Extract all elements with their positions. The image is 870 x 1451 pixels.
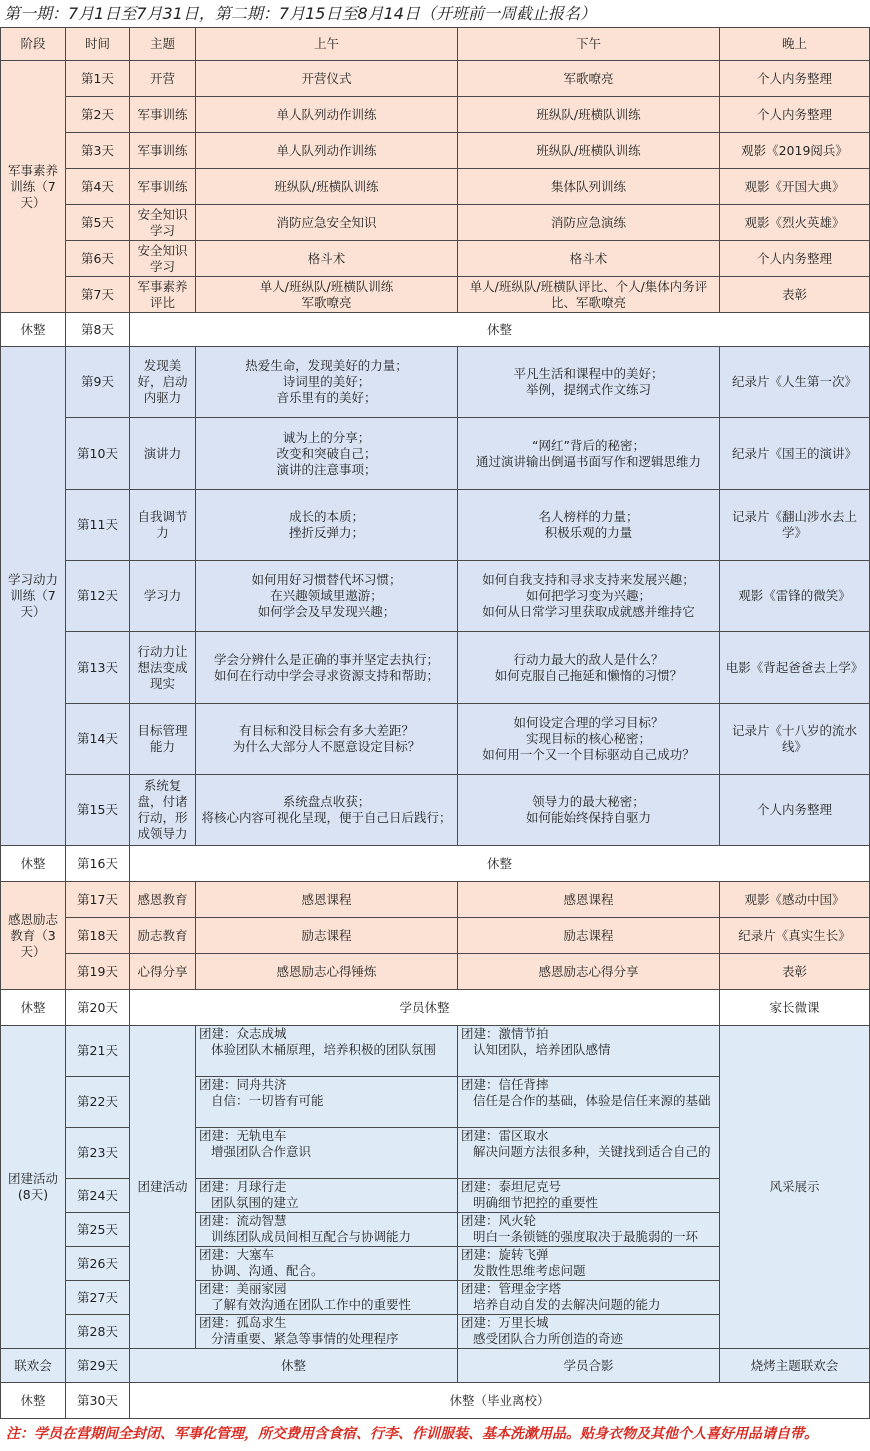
morning-activity-cell xyxy=(196,1281,458,1315)
activity-description: 培养自动自发的去解决问题的能力 xyxy=(473,1297,661,1312)
day-cell: 第22天 xyxy=(66,1077,130,1128)
activity-description: 自信：一切皆有可能 xyxy=(211,1093,324,1108)
theme-cell: 演讲力 xyxy=(130,418,196,490)
activity-title: 团建：同舟共济 xyxy=(199,1077,287,1092)
activity-title: 团建：流动智慧 xyxy=(199,1213,287,1228)
morning-cell xyxy=(196,775,458,846)
table-row xyxy=(1,918,870,954)
evening-cell: 纪录片《人生第一次》 xyxy=(720,347,870,418)
morning-cell xyxy=(196,561,458,632)
morning-activity-cell xyxy=(196,1315,458,1349)
stage-label: 休整 xyxy=(1,990,66,1026)
morning-cell: 休整 xyxy=(130,1349,458,1383)
text-line: 演讲的注意事项； xyxy=(276,461,377,477)
evening-cell: 纪录片《国王的演讲》 xyxy=(720,418,870,490)
schedule-table xyxy=(0,27,870,1419)
morning-cell xyxy=(196,632,458,704)
text-line: 为什么大部分人不愿意设定目标？ xyxy=(232,739,421,754)
morning-activity-cell xyxy=(196,1128,458,1179)
evening-cell: 风采展示 xyxy=(720,1026,870,1349)
afternoon-cell xyxy=(458,347,720,418)
column-header: 上午 xyxy=(196,28,458,61)
table-row xyxy=(1,775,870,846)
text-line: 如何用一个又一个目标驱动自己成功？ xyxy=(482,747,695,762)
day-cell: 第9天 xyxy=(66,347,130,418)
afternoon-activity-cell xyxy=(458,1026,720,1077)
day-cell: 第15天 xyxy=(66,775,130,846)
rest-row xyxy=(1,846,870,882)
page-title: 第一期：7月1日至7月31日，第二期：7月15日至8月14日（开班前一周截止报名） xyxy=(4,4,596,23)
morning-cell: 开营仪式 xyxy=(196,61,458,97)
activity-description: 团队氛围的建立 xyxy=(211,1195,299,1210)
day-cell: 第16天 xyxy=(66,846,130,882)
theme-cell: 目标管理能力 xyxy=(130,704,196,775)
activity-description: 了解有效沟通在团队工作中的重要性 xyxy=(211,1297,412,1312)
rest-row xyxy=(1,990,870,1026)
table-row xyxy=(1,561,870,632)
stage-label: 感恩励志教育（3天） xyxy=(1,882,66,990)
afternoon-cell: 班纵队/班横队训练 xyxy=(458,97,720,133)
morning-cell: 感恩课程 xyxy=(196,882,458,918)
afternoon-cell xyxy=(458,775,720,846)
evening-cell: 烧烤主题联欢会 xyxy=(720,1349,870,1383)
text-line: 在兴趣领域里遨游； xyxy=(270,588,383,603)
afternoon-cell: 学员合影 xyxy=(458,1349,720,1383)
column-header: 主题 xyxy=(130,28,196,61)
text-line: 举例，提纲式作文练习 xyxy=(525,382,651,397)
table-row xyxy=(1,704,870,775)
afternoon-cell: 集体队列训练 xyxy=(458,169,720,205)
day-cell: 第23天 xyxy=(66,1128,130,1179)
theme-cell: 系统复盘，付诸行动，形成领导力 xyxy=(130,775,196,846)
afternoon-cell xyxy=(458,632,720,704)
evening-cell: 个人内务整理 xyxy=(720,775,870,846)
theme-cell: 感恩教育 xyxy=(130,882,196,918)
activity-title: 团建：万里长城 xyxy=(461,1315,549,1330)
text-line: 如何自我支持和寻求支持来发展兴趣； xyxy=(482,572,695,587)
column-header: 晚上 xyxy=(720,28,870,61)
day-cell: 第8天 xyxy=(66,313,130,347)
theme-cell: 安全知识学习 xyxy=(130,241,196,277)
morning-activity-cell xyxy=(196,1213,458,1247)
morning-cell xyxy=(196,277,458,313)
text-line: 名人榜样的力量； xyxy=(538,509,639,524)
day-cell: 第21天 xyxy=(66,1026,130,1077)
theme-cell: 团建活动 xyxy=(130,1026,196,1349)
theme-cell: 励志教育 xyxy=(130,918,196,954)
table-row xyxy=(1,490,870,561)
text-line: 成长的本质； xyxy=(288,509,364,524)
table-header-row xyxy=(1,28,870,61)
activity-title: 团建：月球行走 xyxy=(199,1179,287,1194)
day-cell: 第27天 xyxy=(66,1281,130,1315)
text-line: 军歌嘹亮 xyxy=(301,294,352,310)
text-line: 如何设定合理的学习目标？ xyxy=(513,715,664,730)
theme-cell: 安全知识学习 xyxy=(130,205,196,241)
morning-activity-cell xyxy=(196,1077,458,1128)
rest-row xyxy=(1,1383,870,1419)
activity-title: 团建：旋转飞弹 xyxy=(461,1247,549,1262)
footer-note xyxy=(0,1419,870,1449)
morning-activity-cell xyxy=(196,1247,458,1281)
evening-cell: 表彰 xyxy=(720,954,870,990)
activity-title: 团建：众志成城 xyxy=(199,1026,287,1041)
activity-title: 团建：美丽家园 xyxy=(199,1281,287,1296)
activity-title: 团建：管理金字塔 xyxy=(461,1281,562,1296)
table-row xyxy=(1,1026,870,1077)
morning-cell: 单人队列动作训练 xyxy=(196,133,458,169)
day-cell: 第4天 xyxy=(66,169,130,205)
day-cell: 第2天 xyxy=(66,97,130,133)
theme-cell: 军事素养评比 xyxy=(130,277,196,313)
stage-label: 休整 xyxy=(1,1383,66,1419)
morning-cell: 消防应急安全知识 xyxy=(196,205,458,241)
day-cell: 第26天 xyxy=(66,1247,130,1281)
afternoon-activity-cell xyxy=(458,1247,720,1281)
table-row xyxy=(1,205,870,241)
afternoon-cell xyxy=(458,704,720,775)
text-line: “网红”背后的秘密； xyxy=(532,437,645,453)
activity-description: 训练团队成员间相互配合与协调能力 xyxy=(211,1229,412,1244)
morning-activity-cell xyxy=(196,1179,458,1213)
afternoon-activity-cell xyxy=(458,1281,720,1315)
day-cell: 第20天 xyxy=(66,990,130,1026)
text-line: 如何用好习惯替代坏习惯； xyxy=(251,572,402,587)
day-cell: 第7天 xyxy=(66,277,130,313)
text-line: 挫折反弹力； xyxy=(288,525,364,540)
theme-cell: 军事训练 xyxy=(130,169,196,205)
day-cell: 第18天 xyxy=(66,918,130,954)
day-cell: 第28天 xyxy=(66,1315,130,1349)
text-line: 将核心内容可视化呈现，便于自己日后践行； xyxy=(201,810,452,825)
morning-activity-cell xyxy=(196,1026,458,1077)
activity-description: 信任是合作的基础，体验是信任来源的基础 xyxy=(473,1093,711,1108)
activity-description: 明白一条锁链的强度取决于最脆弱的一环 xyxy=(473,1229,699,1244)
theme-cell: 自我调节力 xyxy=(130,490,196,561)
theme-cell: 发现美好，启动内驱力 xyxy=(130,347,196,418)
evening-cell: 表彰 xyxy=(720,277,870,313)
afternoon-cell: 感恩励志心得分享 xyxy=(458,954,720,990)
column-header: 时间 xyxy=(66,28,130,61)
text-line: 如何在行动中学会寻求资源支持和帮助； xyxy=(213,667,439,683)
evening-cell: 记录片《十八岁的流水线》 xyxy=(720,704,870,775)
text-line: 通过演讲输出倒逼书面写作和逻辑思维力 xyxy=(475,453,701,469)
morning-cell: 励志课程 xyxy=(196,918,458,954)
morning-cell xyxy=(196,704,458,775)
afternoon-activity-cell xyxy=(458,1315,720,1349)
activity-description: 协调、沟通、配合。 xyxy=(211,1263,324,1278)
evening-cell: 个人内务整理 xyxy=(720,61,870,97)
text-line: 音乐里有的美好； xyxy=(276,390,377,405)
afternoon-cell: 格斗术 xyxy=(458,241,720,277)
stage-label: 团建活动(8天) xyxy=(1,1026,66,1349)
activity-title: 团建：泰坦尼克号 xyxy=(461,1179,562,1194)
text-line: 如何能始终保持自驱力 xyxy=(525,810,651,825)
table-row xyxy=(1,954,870,990)
text-line: 系统盘点收获； xyxy=(282,794,371,809)
text-line: 改变和突破自己； xyxy=(276,445,377,461)
day-cell: 第1天 xyxy=(66,61,130,97)
gala-row xyxy=(1,1349,870,1383)
text-line: 热爱生命，发现美好的力量； xyxy=(245,358,408,373)
morning-cell xyxy=(196,418,458,490)
evening-cell: 家长微课 xyxy=(720,990,870,1026)
column-header: 下午 xyxy=(458,28,720,61)
theme-cell: 行动力让想法变成现实 xyxy=(130,632,196,704)
afternoon-cell: 励志课程 xyxy=(458,918,720,954)
table-row xyxy=(1,882,870,918)
rest-cell: 休整 xyxy=(130,846,870,882)
day-cell: 第19天 xyxy=(66,954,130,990)
activity-title: 团建：激情节拍 xyxy=(461,1026,549,1041)
afternoon-cell: 班纵队/班横队训练 xyxy=(458,133,720,169)
afternoon-activity-cell xyxy=(458,1077,720,1128)
theme-cell: 军事训练 xyxy=(130,133,196,169)
table-row xyxy=(1,169,870,205)
afternoon-cell: 感恩课程 xyxy=(458,882,720,918)
table-row xyxy=(1,241,870,277)
day-cell: 第13天 xyxy=(66,632,130,704)
text-line: 诗词里的美好； xyxy=(282,374,371,389)
evening-cell: 记录片《翻山涉水去上学》 xyxy=(720,490,870,561)
stage-label: 军事素养训练（7天） xyxy=(1,61,66,313)
activity-description: 明确细节把控的重要性 xyxy=(473,1195,599,1210)
activity-description: 感受团队合力所创造的奇迹 xyxy=(473,1331,624,1346)
text-line: 如何学会及早发现兴趣； xyxy=(257,604,396,619)
morning-cell: 感恩励志心得锤炼 xyxy=(196,954,458,990)
text-line: 实现目标的核心秘密； xyxy=(525,731,651,746)
text-line: 平凡生活和课程中的美好； xyxy=(513,366,664,381)
evening-cell: 观影《2019阅兵》 xyxy=(720,133,870,169)
day-cell: 第12天 xyxy=(66,561,130,632)
text-line: 有目标和没目标会有多大差距？ xyxy=(238,723,414,738)
afternoon-cell xyxy=(458,490,720,561)
evening-cell: 个人内务整理 xyxy=(720,241,870,277)
morning-cell xyxy=(196,347,458,418)
theme-cell: 军事训练 xyxy=(130,97,196,133)
table-row xyxy=(1,97,870,133)
rest-cell: 休整 xyxy=(130,313,870,347)
rest-row xyxy=(1,313,870,347)
evening-cell: 电影《背起爸爸去上学》 xyxy=(720,632,870,704)
theme-cell: 心得分享 xyxy=(130,954,196,990)
day-cell: 第11天 xyxy=(66,490,130,561)
text-line: 积极乐观的力量 xyxy=(544,525,633,540)
afternoon-activity-cell xyxy=(458,1213,720,1247)
afternoon-cell: 单人/班纵队/班横队评比、个人/集体内务评比、军歌嘹亮 xyxy=(458,277,720,313)
afternoon-activity-cell xyxy=(458,1128,720,1179)
activity-title: 团建：孤岛求生 xyxy=(199,1315,287,1330)
text-line: 单人/班纵队/班横队训练 xyxy=(259,278,394,294)
day-cell: 第14天 xyxy=(66,704,130,775)
text-line: 行动力最大的敌人是什么？ xyxy=(513,651,664,667)
text-line: 学会分辨什么是正确的事并坚定去执行； xyxy=(213,651,439,667)
day-cell: 第17天 xyxy=(66,882,130,918)
morning-cell: 单人队列动作训练 xyxy=(196,97,458,133)
afternoon-cell: 消防应急演练 xyxy=(458,205,720,241)
evening-cell: 观影《开国大典》 xyxy=(720,169,870,205)
activity-description: 发散性思维考虑问题 xyxy=(473,1263,586,1278)
day-cell: 第5天 xyxy=(66,205,130,241)
stage-label: 学习动力训练（7天） xyxy=(1,347,66,846)
evening-cell: 个人内务整理 xyxy=(720,97,870,133)
activity-description: 体验团队木桶原理，培养积极的团队氛围 xyxy=(211,1042,437,1057)
table-row xyxy=(1,277,870,313)
table-row xyxy=(1,347,870,418)
column-header: 阶段 xyxy=(1,28,66,61)
table-row xyxy=(1,61,870,97)
activity-title: 团建：信任背摔 xyxy=(461,1077,549,1092)
activity-title: 团建：无轨电车 xyxy=(199,1128,287,1143)
theme-cell: 开营 xyxy=(130,61,196,97)
footer-note-text: 注：学员在营期间全封闭、军事化管理，所交费用含食宿、行李、作训服装、基本洗漱用品。贴身衣物及其他个人喜好用品请自带。 xyxy=(6,1426,818,1442)
afternoon-cell: 军歌嘹亮 xyxy=(458,61,720,97)
stage-label: 联欢会 xyxy=(1,1349,66,1383)
stage-label: 休整 xyxy=(1,313,66,347)
day-cell: 第30天 xyxy=(66,1383,130,1419)
table-row xyxy=(1,632,870,704)
afternoon-cell xyxy=(458,561,720,632)
rest-cell: 休整（毕业离校） xyxy=(130,1383,870,1419)
table-row xyxy=(1,133,870,169)
morning-cell: 格斗术 xyxy=(196,241,458,277)
activity-description: 认知团队，培养团队感情 xyxy=(473,1042,611,1057)
morning-cell xyxy=(196,490,458,561)
text-line: 如何把学习变为兴趣； xyxy=(525,588,651,603)
evening-cell: 观影《雷锋的微笑》 xyxy=(720,561,870,632)
day-cell: 第10天 xyxy=(66,418,130,490)
day-cell: 第25天 xyxy=(66,1213,130,1247)
day-cell: 第3天 xyxy=(66,133,130,169)
morning-cell: 班纵队/班横队训练 xyxy=(196,169,458,205)
evening-cell: 纪录片《真实生长》 xyxy=(720,918,870,954)
rest-cell: 学员休整 xyxy=(130,990,720,1026)
activity-title: 团建：雷区取水 xyxy=(461,1128,549,1143)
table-row xyxy=(1,418,870,490)
evening-cell: 观影《感动中国》 xyxy=(720,882,870,918)
text-line: 领导力的最大秘密； xyxy=(532,794,645,809)
afternoon-cell xyxy=(458,418,720,490)
day-cell: 第6天 xyxy=(66,241,130,277)
evening-cell: 观影《烈火英雄》 xyxy=(720,205,870,241)
activity-title: 团建：大塞车 xyxy=(199,1247,275,1262)
day-cell: 第24天 xyxy=(66,1179,130,1213)
text-line: 如何克服自己拖延和懒惰的习惯？ xyxy=(494,667,683,683)
stage-label: 休整 xyxy=(1,846,66,882)
activity-title: 团建：风火轮 xyxy=(461,1213,537,1228)
theme-cell: 学习力 xyxy=(130,561,196,632)
activity-description: 增强团队合作意识 xyxy=(211,1144,312,1159)
afternoon-activity-cell xyxy=(458,1179,720,1213)
activity-description: 分清重要、紧急等事情的处理程序 xyxy=(211,1331,399,1346)
text-line: 如何从日常学习里获取成就感并维持它 xyxy=(482,604,695,619)
activity-description: 解决问题方法很多种，关键找到适合自己的 xyxy=(473,1144,711,1159)
day-cell: 第29天 xyxy=(66,1349,130,1383)
text-line: 诚为上的分享； xyxy=(282,429,371,445)
